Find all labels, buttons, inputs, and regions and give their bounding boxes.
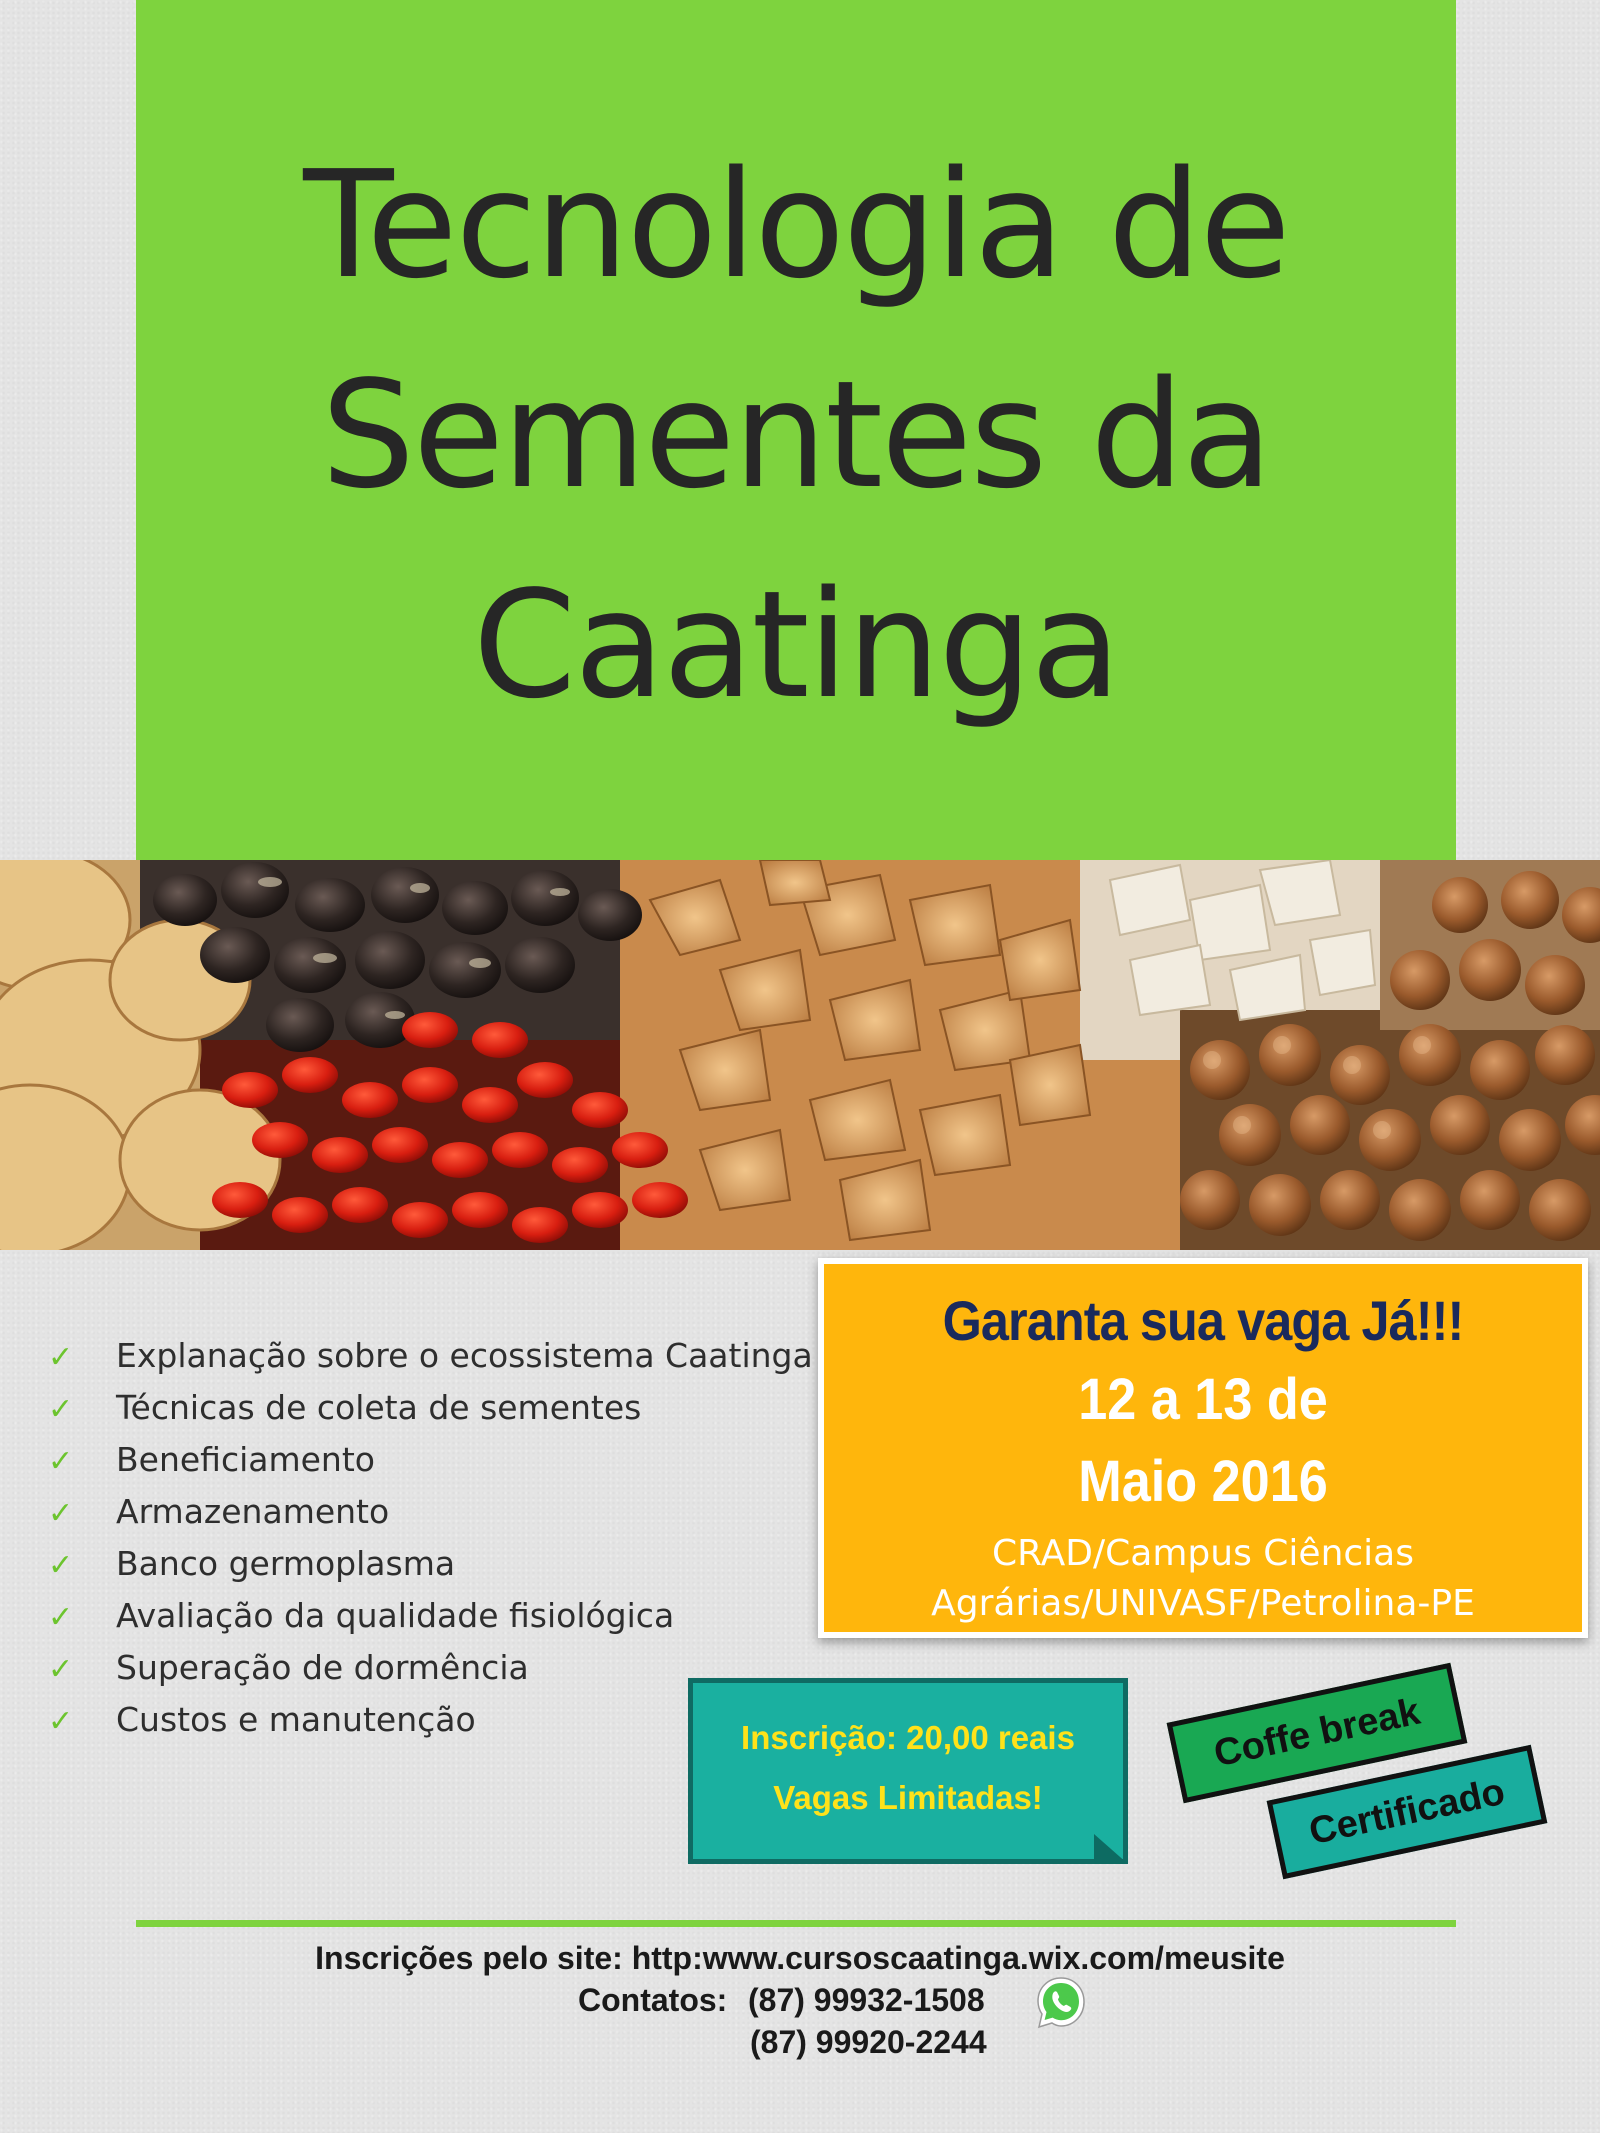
- title-panel: [136, 0, 1456, 860]
- title-line-1: Tecnologia de: [303, 139, 1289, 311]
- phone-number-2[interactable]: (87) 99920-2244: [750, 2024, 987, 2060]
- dates-line-2: Maio 2016: [1078, 1449, 1328, 1514]
- check-icon: ✓: [48, 1704, 74, 1739]
- phone-number-1[interactable]: (87) 99932-1508: [748, 1982, 985, 2018]
- check-icon: ✓: [48, 1600, 74, 1635]
- check-icon: ✓: [48, 1392, 74, 1427]
- topic-label: Técnicas de coleta de sementes: [116, 1388, 642, 1427]
- check-icon: ✓: [48, 1444, 74, 1479]
- topic-item: [48, 1538, 828, 1590]
- topic-label: Armazenamento: [116, 1492, 390, 1531]
- title-line-2: Sementes da: [321, 349, 1271, 521]
- venue-line-1: CRAD/Campus Ciências: [991, 1533, 1414, 1574]
- contacts-label: Contatos:: [578, 1982, 728, 2018]
- registration-fee: Inscrição: 20,00 reais: [741, 1719, 1075, 1756]
- check-icon: ✓: [48, 1548, 74, 1583]
- event-venue: [824, 1529, 1582, 1629]
- topic-item: [48, 1590, 828, 1642]
- topic-item: [48, 1382, 828, 1434]
- poster-title: [303, 110, 1289, 750]
- whatsapp-icon: [1034, 1974, 1088, 2032]
- event-date-box: [818, 1258, 1588, 1638]
- topic-label: Explanação sobre o ecossistema Caatinga: [116, 1336, 813, 1375]
- topic-item: [48, 1330, 828, 1382]
- venue-line-2: Agrárias/UNIVASF/Petrolina-PE: [931, 1583, 1475, 1624]
- registration-site[interactable]: Inscrições pelo site: http:www.cursoscaatinga.wix.com/meusite: [315, 1940, 1285, 1976]
- folded-corner: [1094, 1834, 1128, 1864]
- check-icon: ✓: [48, 1340, 74, 1375]
- seeds-photo: [0, 860, 1600, 1250]
- topic-label: Avaliação da qualidade fisiológica: [116, 1596, 675, 1635]
- title-line-3: Caatinga: [472, 559, 1120, 731]
- coffee-break-tag: Coffe break: [1167, 1663, 1468, 1804]
- event-dates: [862, 1359, 1544, 1523]
- topic-label: Superação de dormência: [116, 1648, 529, 1687]
- topic-item: [48, 1434, 828, 1486]
- check-icon: ✓: [48, 1652, 74, 1687]
- topic-label: Beneficiamento: [116, 1440, 375, 1479]
- topic-item: [48, 1486, 828, 1538]
- footer-divider: [136, 1920, 1456, 1927]
- certificate-tag: Certificado: [1267, 1745, 1548, 1879]
- dates-line-1: 12 a 13 de: [1078, 1367, 1328, 1432]
- seeds-illustration: [0, 860, 1600, 1250]
- limited-spots: Vagas Limitadas!: [773, 1779, 1043, 1816]
- call-to-action: Garanta sua vaga Já!!!: [942, 1289, 1464, 1352]
- topic-label: Banco germoplasma: [116, 1544, 456, 1583]
- topic-label: Custos e manutenção: [116, 1700, 476, 1739]
- check-icon: ✓: [48, 1496, 74, 1531]
- registration-fee-box: [688, 1678, 1128, 1864]
